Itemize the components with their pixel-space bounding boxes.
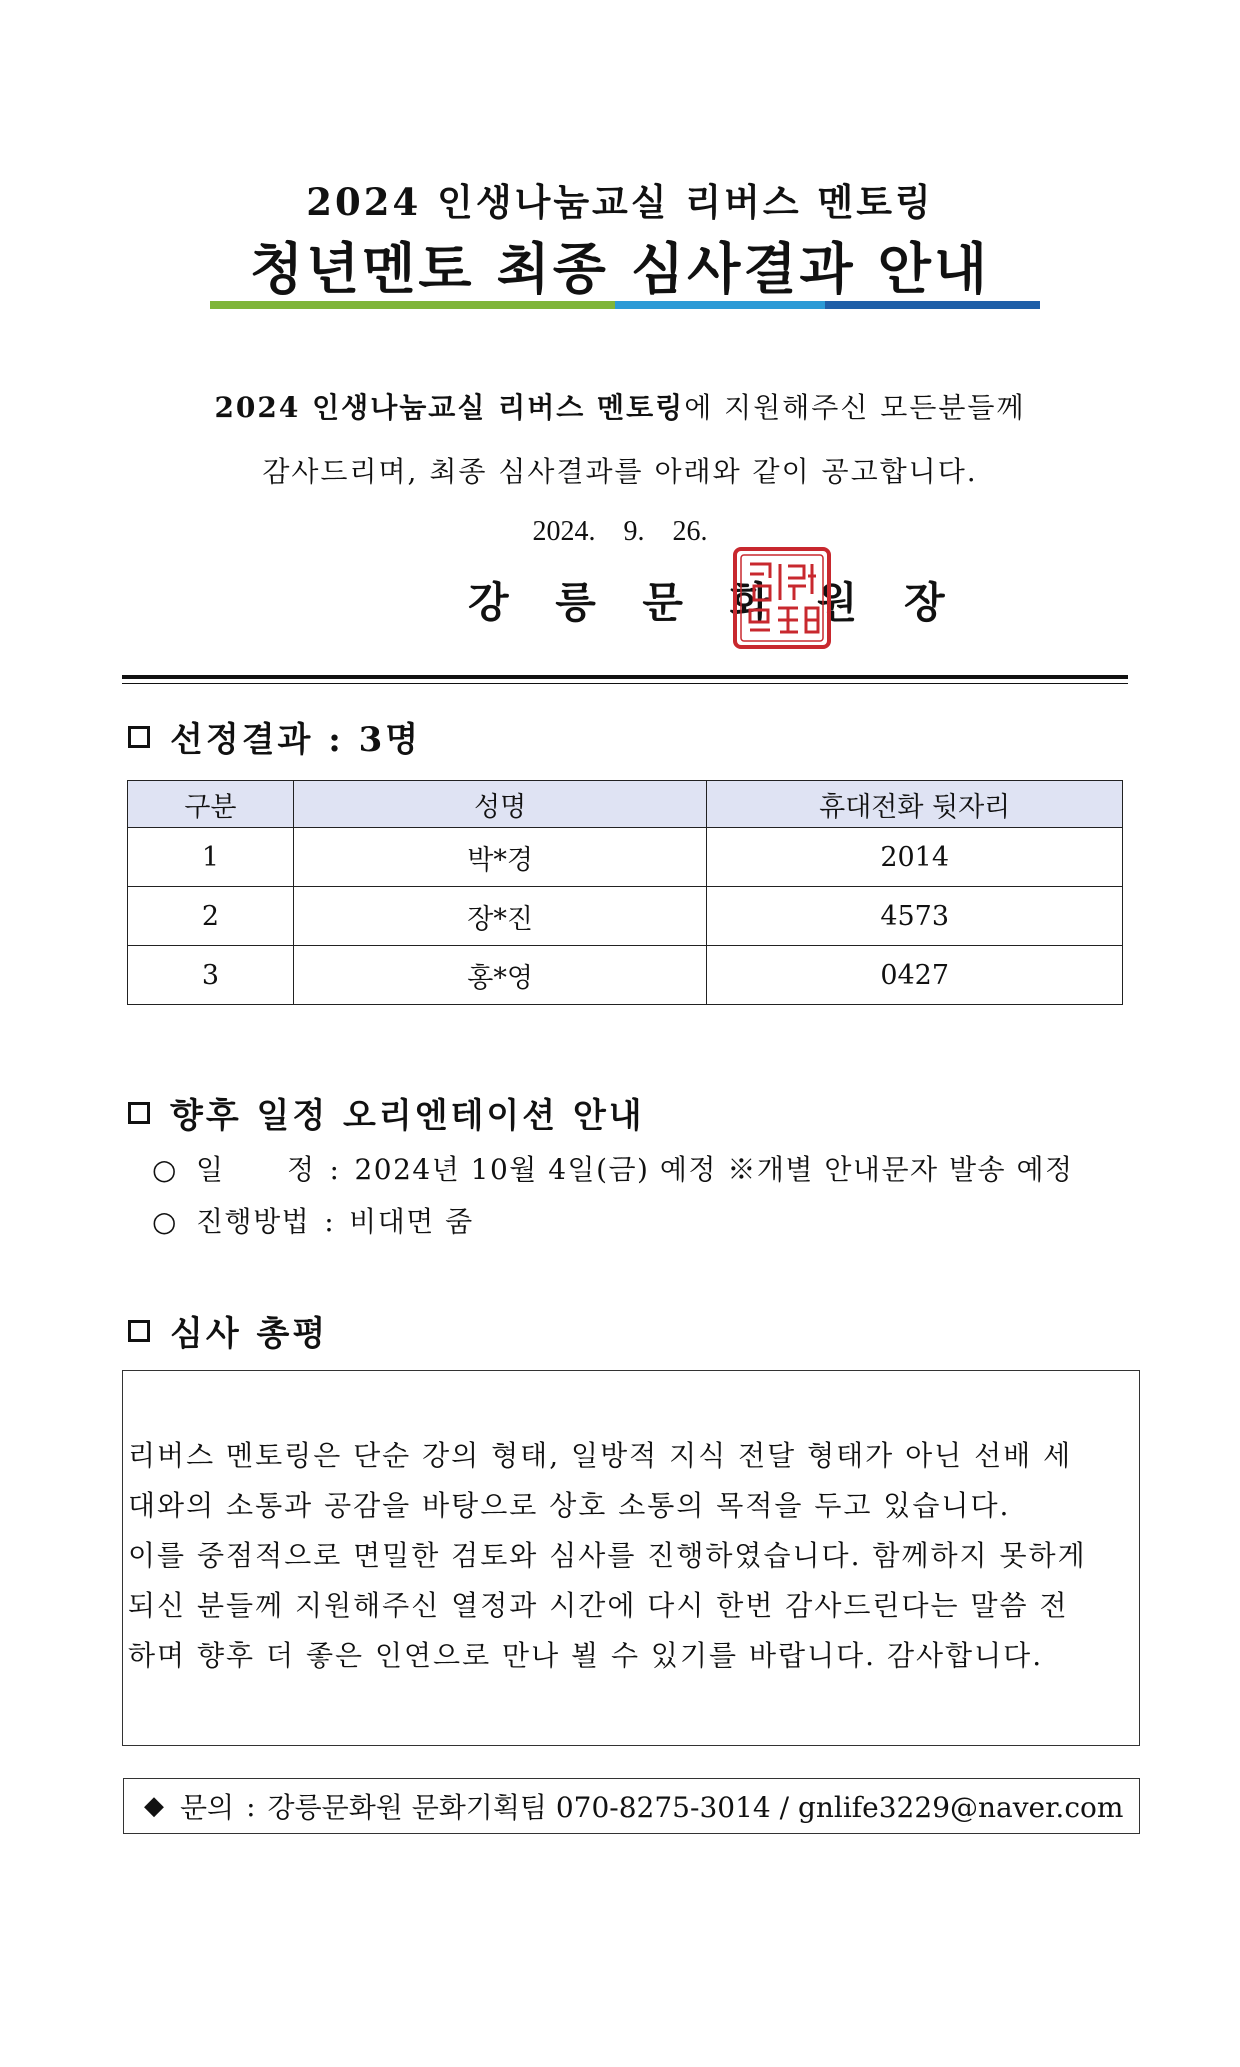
checkbox-bullet-icon — [128, 726, 150, 748]
intro-program-name: 2024 인생나눔교실 리버스 멘토링 — [214, 391, 685, 424]
schedule-value: 비대면 줌 — [349, 1205, 474, 1238]
column-header-phone: 휴대전화 뒷자리 — [707, 781, 1123, 828]
contact-box: ◆ 문의 : 강릉문화원 문화기획팀 070-8275-3014 / gnlife3229@naver.com — [123, 1778, 1140, 1834]
section-schedule — [128, 1088, 645, 1137]
title-underline-green — [210, 301, 615, 309]
cell-phone: 0427 — [707, 946, 1123, 1005]
circle-bullet-icon: ○ — [152, 1153, 178, 1186]
review-line: 이를 중점적으로 면밀한 검토와 심사를 진행하였습니다. 함께하지 못하게 — [128, 1539, 1087, 1572]
section-selection-heading: 선정결과 : 3명 — [170, 720, 422, 760]
intro-line-2: 감사드리며, 최종 심사결과를 아래와 같이 공고합니다. — [262, 455, 978, 488]
section-selection — [128, 712, 421, 761]
checkbox-bullet-icon — [128, 1320, 150, 1342]
title-underline-blue — [615, 301, 825, 309]
contact-label: 문의 — [180, 1791, 235, 1824]
document-subtitle: 2024 인생나눔교실 리버스 멘토링 — [306, 180, 934, 224]
selection-table — [127, 780, 1123, 1005]
title-underline — [210, 301, 1040, 309]
schedule-value: 2024년 10월 4일(금) 예정 ※개별 안내문자 발송 예정 — [354, 1153, 1074, 1186]
official-seal-icon — [732, 546, 832, 650]
announcement-date — [0, 516, 1240, 548]
cell-phone: 2014 — [707, 828, 1123, 887]
cell-name: 박*경 — [293, 828, 707, 887]
table-header-row — [128, 781, 1123, 828]
circle-bullet-icon: ○ — [152, 1205, 178, 1238]
review-line: 리버스 멘토링은 단순 강의 형태, 일방적 지식 전달 형태가 아닌 선배 세 — [128, 1439, 1073, 1472]
table-row — [128, 828, 1123, 887]
document-title: 청년멘토 최종 심사결과 안내 — [249, 236, 990, 301]
cell-name: 홍*영 — [293, 946, 707, 1005]
schedule-label: 진행방법 — [196, 1205, 311, 1238]
table-row — [128, 887, 1123, 946]
organization-name: 강 릉 문 화 원 장 — [468, 578, 961, 627]
column-header-name: 성명 — [293, 781, 707, 828]
section-schedule-heading: 향후 일정 오리엔테이션 안내 — [170, 1096, 645, 1136]
cell-number: 2 — [128, 887, 294, 946]
diamond-bullet-icon: ◆ — [144, 1791, 164, 1821]
title-underline-navy — [825, 301, 1040, 309]
divider-thick — [122, 675, 1128, 679]
date-day: 26. — [672, 516, 708, 547]
schedule-item-date: ○ 일 정 : 2024년 10월 4일(금) 예정 ※개별 안내문자 발송 예정 — [152, 1153, 1074, 1186]
checkbox-bullet-icon — [128, 1102, 150, 1124]
intro-line-1 — [0, 386, 1240, 426]
divider-thin — [122, 683, 1128, 684]
date-month: 9. — [623, 516, 645, 547]
cell-number: 3 — [128, 946, 294, 1005]
cell-number: 1 — [128, 828, 294, 887]
column-header-number: 구분 — [128, 781, 294, 828]
schedule-label: 일 정 — [196, 1153, 316, 1186]
section-review — [128, 1306, 328, 1355]
table-row — [128, 946, 1123, 1005]
section-review-heading: 심사 총평 — [170, 1314, 329, 1354]
cell-phone: 4573 — [707, 887, 1123, 946]
cell-name: 장*진 — [293, 887, 707, 946]
review-line: 대와의 소통과 공감을 바탕으로 상호 소통의 목적을 두고 있습니다. — [128, 1489, 1011, 1522]
contact-info: 강릉문화원 문화기획팀 070-8275-3014 / gnlife3229@naver.com — [267, 1791, 1124, 1824]
review-text — [128, 1431, 1138, 1681]
review-line: 되신 분들께 지원해주신 열정과 시간에 다시 한번 감사드린다는 말씀 전 — [128, 1589, 1069, 1622]
intro-line-1-rest: 에 지원해주신 모든분들께 — [684, 391, 1026, 424]
date-year: 2024. — [532, 516, 596, 547]
review-line: 하며 향후 더 좋은 인연으로 만나 뵐 수 있기를 바랍니다. 감사합니다. — [128, 1639, 1044, 1672]
schedule-item-method: ○ 진행방법 : 비대면 줌 — [152, 1205, 474, 1238]
